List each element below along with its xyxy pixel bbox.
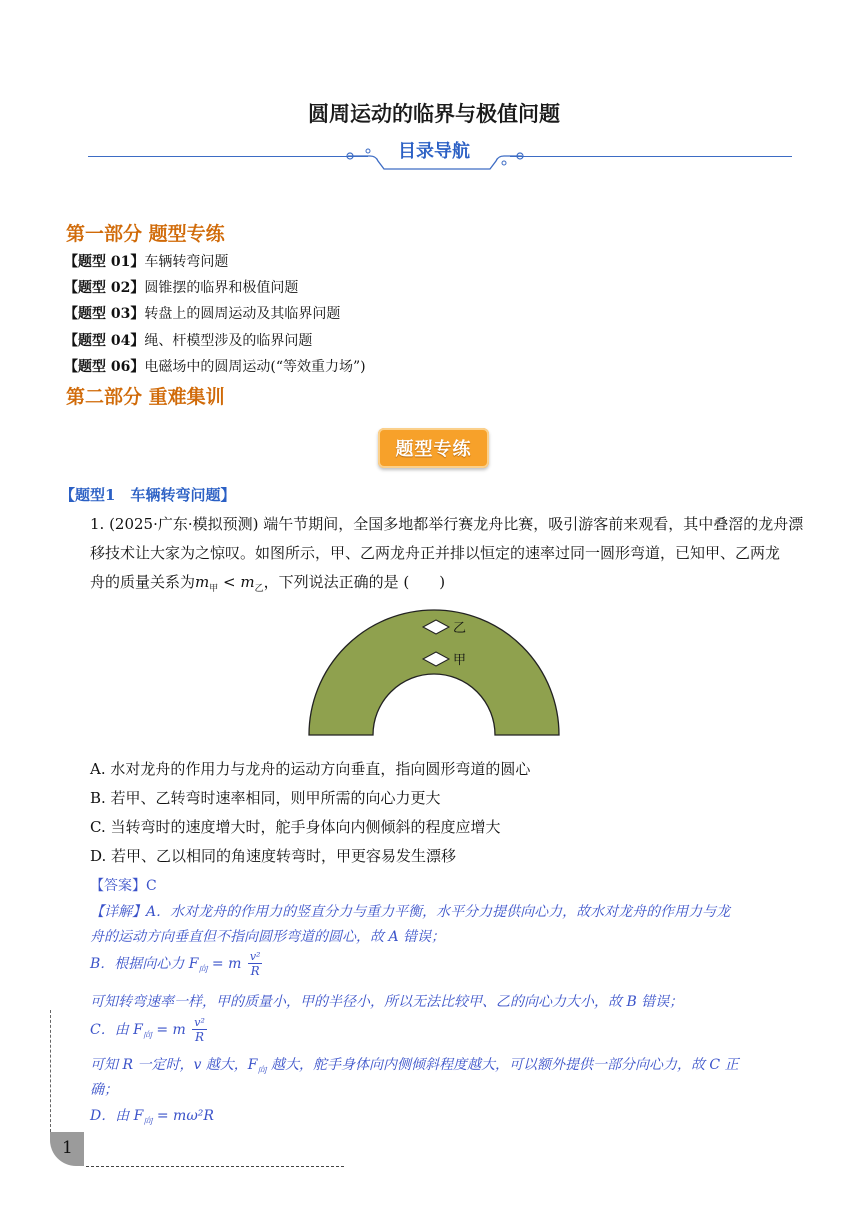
toc-item-1[interactable]: 【题型 01】车辆转弯问题 — [64, 254, 229, 270]
toc-item-2[interactable]: 【题型 02】圆锥摆的临界和极值问题 — [64, 280, 299, 296]
question-line-2: 移技术让大家为之惊叹。如图所示，甲、乙两龙舟正并排以恒定的速率过同一圆形弯道，已知甲、乙两龙 — [90, 544, 781, 562]
label-yi: 乙 — [453, 621, 467, 636]
track-figure — [306, 606, 564, 738]
option-b: B. 若甲、乙转弯时速率相同，则甲所需的向心力更大 — [90, 789, 441, 807]
detail-b-formula: B．根据向心力 $F_向 = m$ $\frac{\text{v²}}{R}$ — [90, 950, 261, 978]
option-a: A. 水对龙舟的作用力与龙舟的运动方向垂直，指向圆形弯道的圆心 — [90, 760, 531, 778]
answer-label: 【答案】C — [90, 878, 157, 894]
detail-b-text: 可知转弯速率一样，甲的质量小，甲的半径小，所以无法比较甲、乙的向心力大小，故 B 错误； — [90, 994, 684, 1010]
section-badge: 题型专练 — [378, 428, 489, 468]
footer-dash-horizontal — [86, 1166, 344, 1167]
toc-banner-title: 目录导航 — [398, 141, 470, 162]
page-number: 1 — [62, 1138, 73, 1158]
option-c: C. 当转弯时的速度增大时，舵手身体向内侧倾斜的程度应增大 — [90, 818, 501, 836]
detail-d-formula: D．由 $F_向 = m\omega^2R$ — [90, 1108, 214, 1127]
question-line-3: 舟的质量关系为$m_甲 < m_乙$，下列说法正确的是 ( ) — [90, 573, 446, 594]
detail-line-2: 舟的运动方向垂直但不指向圆形弯道的圆心，故 A 错误； — [90, 929, 446, 945]
page-title: 圆周运动的临界与极值问题 — [308, 102, 560, 126]
toc-item-3[interactable]: 【题型 03】转盘上的圆周运动及其临界问题 — [64, 306, 341, 322]
type1-heading: 【题型1 车辆转弯问题】 — [60, 486, 236, 504]
label-jia: 甲 — [453, 653, 467, 668]
part1-heading: 第一部分 题型专练 — [66, 223, 225, 245]
option-d: D. 若甲、乙以相同的角速度转弯时，甲更容易发生漂移 — [90, 847, 457, 865]
question-line-1: 1. (2025·广东·模拟预测) 端午节期间，全国多地都举行赛龙舟比赛，吸引游客前来观看，其中叠滘的龙舟漂 — [90, 515, 804, 533]
toc-item-5[interactable]: 【题型 06】电磁场中的圆周运动(“等效重力场”) — [64, 359, 366, 375]
detail-c-formula: C．由 $F_向 = m$ $\frac{\text{v²}}{R}$ — [90, 1016, 205, 1044]
margin-dash-vertical — [50, 1010, 51, 1132]
toc-item-4[interactable]: 【题型 04】绳、杆模型涉及的临界问题 — [64, 333, 313, 349]
detail-line-1: 【详解】A．水对龙舟的作用力的竖直分力与重力平衡，水平分力提供向心力，故水对龙舟的作用力与龙 — [90, 904, 731, 920]
detail-c-text-1: 可知 R 一定时，v 越大，$F_向$ 越大，舵手身体向内侧倾斜程度越大，可以额外提供一部分向心力，故 C 正 — [90, 1057, 739, 1076]
detail-c-text-2: 确； — [90, 1082, 118, 1098]
part2-heading: 第二部分 重难集训 — [66, 386, 225, 408]
